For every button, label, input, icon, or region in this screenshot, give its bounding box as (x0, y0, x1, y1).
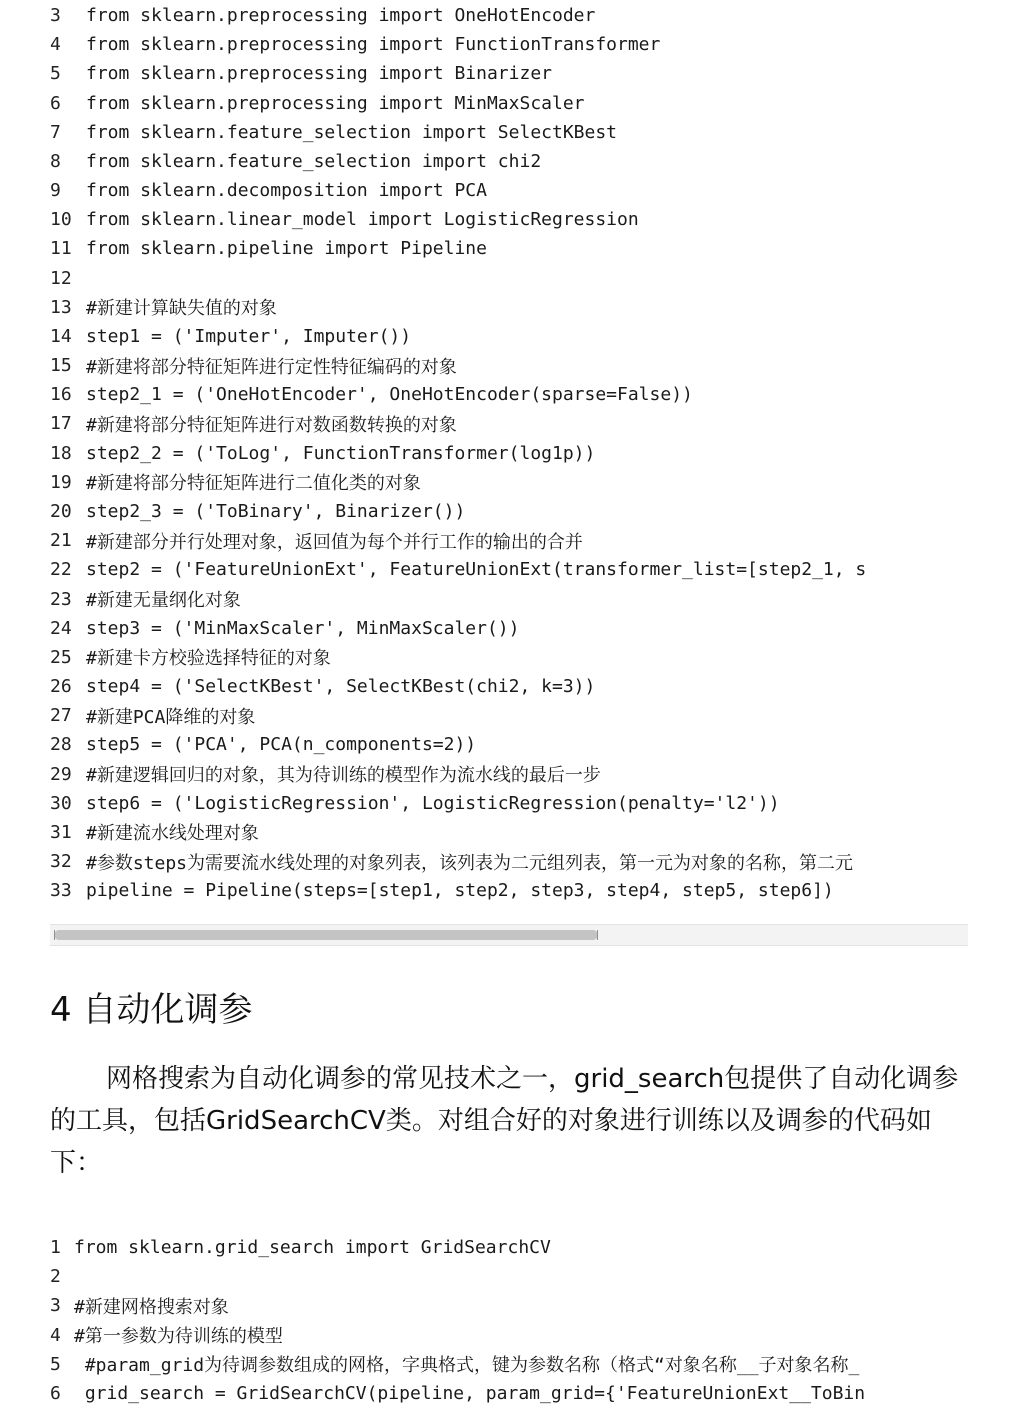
code-line (50, 497, 968, 526)
line-number: 22 (50, 559, 72, 581)
line-number: 33 (50, 880, 72, 902)
line-number: 16 (50, 384, 72, 406)
line-number: 3 (50, 1295, 61, 1317)
code-text: from sklearn.grid_search import GridSearchCV (74, 1237, 551, 1259)
code-text: step3 = ('MinMaxScaler', MinMaxScaler()) (86, 617, 520, 639)
line-number: 6 (50, 1382, 61, 1404)
code-text: step2 = ('FeatureUnionExt', FeatureUnionExt(transformer_list=[step2_1, s (86, 559, 867, 581)
line-number: 25 (50, 646, 72, 668)
line-number: 13 (50, 296, 72, 318)
code-text: #新建流水线处理对象 (86, 823, 259, 845)
code-line (50, 1291, 968, 1320)
code-line (50, 380, 968, 409)
code-line (50, 118, 968, 147)
code-line (50, 264, 968, 293)
line-number: 17 (50, 413, 72, 435)
code-text: #param_grid为待调参数组成的网格，字典格式，键为参数名称（格式“对象名称__子对象名称_ (74, 1355, 860, 1377)
code-text: from sklearn.decomposition import PCA (86, 180, 487, 202)
code-line (50, 584, 968, 613)
line-number: 28 (50, 734, 72, 756)
line-number: 9 (50, 180, 61, 202)
code-text: #新建将部分特征矩阵进行对数函数转换的对象 (86, 414, 457, 436)
code-line (50, 526, 968, 555)
line-number: 21 (50, 530, 72, 552)
line-number: 23 (50, 588, 72, 610)
code-block-grid-search (50, 1233, 968, 1408)
code-text: #参数steps为需要流水线处理的对象列表，该列表为二元组列表，第一元为对象的名称，第二元 (86, 852, 854, 874)
code-line (50, 176, 968, 205)
code-block-pipeline (50, 1, 968, 905)
code-line (50, 614, 968, 643)
code-text: step5 = ('PCA', PCA(n_components=2)) (86, 734, 477, 756)
code-line (50, 789, 968, 818)
line-number: 11 (50, 238, 72, 260)
line-number: 5 (50, 1353, 61, 1375)
line-number: 32 (50, 851, 72, 873)
line-number: 14 (50, 325, 72, 347)
code-line (50, 1262, 968, 1291)
code-text: from sklearn.preprocessing import FunctionTransformer (86, 34, 661, 56)
code-text: #新建卡方校验选择特征的对象 (86, 648, 331, 670)
code-line (50, 876, 968, 905)
code-line (50, 1350, 968, 1379)
line-number: 24 (50, 617, 72, 639)
code-text: from sklearn.preprocessing import Binarizer (86, 63, 552, 85)
line-number: 15 (50, 355, 72, 377)
code-line (50, 672, 968, 701)
code-line (50, 351, 968, 380)
code-text: #新建网格搜索对象 (74, 1296, 229, 1318)
code-line (50, 409, 968, 438)
code-line (50, 701, 968, 730)
code-text: step1 = ('Imputer', Imputer()) (86, 325, 412, 347)
line-number: 26 (50, 676, 72, 698)
code-line (50, 1321, 968, 1350)
scrollbar-thumb[interactable] (54, 930, 598, 940)
horizontal-scrollbar[interactable] (50, 924, 968, 946)
code-text: #新建无量纲化对象 (86, 590, 241, 612)
code-text: step2_2 = ('ToLog', FunctionTransformer(log1p)) (86, 442, 596, 464)
code-text: from sklearn.preprocessing import MinMaxScaler (86, 92, 585, 114)
line-number: 3 (50, 5, 61, 27)
line-number: 12 (50, 267, 72, 289)
code-text: #新建将部分特征矩阵进行定性特征编码的对象 (86, 356, 457, 378)
line-number: 10 (50, 209, 72, 231)
code-line (50, 234, 968, 263)
code-line (50, 643, 968, 672)
code-line (50, 818, 968, 847)
code-line (50, 759, 968, 788)
line-number: 4 (50, 1324, 61, 1346)
code-text: from sklearn.linear_model import LogisticRegression (86, 209, 639, 231)
code-text: pipeline = Pipeline(steps=[step1, step2, step3, step4, step5, step6]) (86, 880, 834, 902)
line-number: 20 (50, 501, 72, 522)
code-line (50, 468, 968, 497)
code-text: #新建部分并行处理对象，返回值为每个并行工作的输出的合并 (86, 531, 583, 553)
line-number: 1 (50, 1237, 61, 1259)
code-text: from sklearn.pipeline import Pipeline (86, 238, 487, 260)
line-number: 2 (50, 1266, 61, 1288)
line-number: 19 (50, 471, 72, 493)
line-number: 6 (50, 92, 61, 114)
line-number: 31 (50, 821, 72, 843)
code-line (50, 59, 968, 88)
code-line (50, 30, 968, 59)
line-number: 27 (50, 705, 72, 727)
code-text: step6 = ('LogisticRegression', LogisticRegression(penalty='l2')) (86, 792, 780, 814)
code-line (50, 293, 968, 322)
section-heading: 4 自动化调参 (50, 990, 253, 1030)
code-text: #新建计算缺失值的对象 (86, 298, 277, 320)
code-line (50, 555, 968, 584)
code-line (50, 322, 968, 351)
line-number: 4 (50, 34, 61, 56)
code-line (50, 1, 968, 30)
code-text: #新建逻辑回归的对象，其为待训练的模型作为流水线的最后一步 (86, 765, 601, 787)
section-paragraph: 网格搜索为自动化调参的常见技术之一，grid_search包提供了自动化调参的工具，包括GridSearchCV类。对组合好的对象进行训练以及调参的代码如下： (50, 1064, 959, 1178)
line-number: 30 (50, 792, 72, 814)
code-line (50, 205, 968, 234)
code-text: #新建PCA降维的对象 (86, 706, 256, 728)
code-text: grid_search = GridSearchCV(pipeline, param_grid={'FeatureUnionExt__ToBin (74, 1382, 866, 1404)
code-text: step2_1 = ('OneHotEncoder', OneHotEncoder(sparse=False)) (86, 384, 693, 406)
code-text: from sklearn.preprocessing import OneHotEncoder (86, 5, 596, 27)
code-line (50, 89, 968, 118)
code-text: from sklearn.feature_selection import SelectKBest (86, 121, 618, 143)
code-line (50, 730, 968, 759)
code-line (50, 847, 968, 876)
code-line (50, 1379, 968, 1408)
line-number: 5 (50, 63, 61, 85)
line-number: 18 (50, 442, 72, 464)
code-text: #新建将部分特征矩阵进行二值化类的对象 (86, 473, 421, 495)
line-number: 7 (50, 121, 61, 143)
line-number: 29 (50, 763, 72, 785)
code-line (50, 439, 968, 468)
code-line (50, 1233, 968, 1262)
code-text: step4 = ('SelectKBest', SelectKBest(chi2, k=3)) (86, 676, 596, 698)
code-text: from sklearn.feature_selection import chi2 (86, 150, 542, 172)
code-text: #第一参数为待训练的模型 (74, 1326, 283, 1348)
line-number: 8 (50, 150, 61, 172)
code-line (50, 147, 968, 176)
code-text: step2_3 = ('ToBinary', Binarizer()) (86, 501, 466, 522)
